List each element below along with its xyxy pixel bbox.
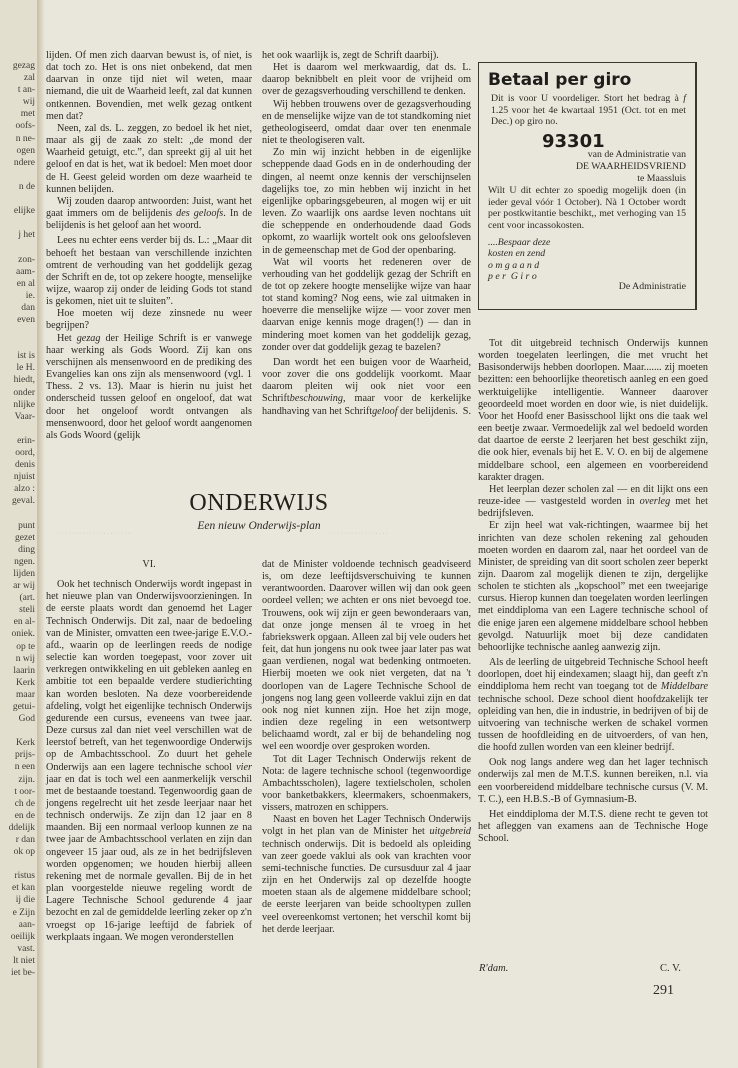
column-left-top xyxy=(46,50,252,442)
text-run: Wat wil voorts het redeneren over de verhouding van het goddelijk gezag der Schrift en de tot op zekere hoogte menselijke wijze van haar tot stand koming? Nog eens, wie zal uitmaken in hoeverre die menselijke wijze — voor zover men daarvan enige kennis moge dragen(!) — dan in mindering moet komen van het goddelijk gezag, zonder over dat goddelijk gezag te bazelen? xyxy=(262,256,471,353)
text-run: , maar voor de kerkelijke handhaving van het Schrift xyxy=(262,393,471,417)
italic-text: uitgebreid xyxy=(429,826,471,838)
paragraph xyxy=(262,257,471,354)
text-run: Naast en boven het Lager Technisch Onderwijs volgt in het plan van de Minister het xyxy=(262,814,471,838)
bleed-through-text: · · · · · · · · · · · · · · · · · xyxy=(330,531,388,537)
text-run: Dan wordt het een buigen voor de Waarheid, voor zover die ons goddelijk voorkomt. Maar daarom pleiten wij ook niet voor een Schrift xyxy=(262,356,471,405)
paragraph xyxy=(262,357,471,418)
paragraph xyxy=(262,62,471,98)
text-run: technisch onderwijs. Dit is bedoeld als opleiding van zeer goede vaklui als ook van krachten voor semi-technische functies. De cursusduur zal 4 jaar zijn en het Onderwijs zal op dezelfde hoogte moeten staan als de algemene middelbare school; de eerste leerjaren van beide schooltypen zullen veel overeenkomst vertonen; het verschil komt bij het derde leerjaar. xyxy=(262,838,471,935)
text-run: Ook nog langs andere weg dan het lager technisch onderwijs zal men de M.T.S. kunnen bereiken, n.l. via een voorbereidend middelbare technische cursus (V. M. T. C.), een H.B.S.-B of Gymnasium-B. xyxy=(478,757,708,805)
text-run: jaar en dat is toch wel een aanmerkelijk verschil met de bestaande toestand. Tegenwoordig gaan de jongens regelrecht uit het zesde leerjaar naar het technisch onderwijs. Ze zijn dan 12 jaar en 8 maanden. Bij een normaal verloop kunnen ze na twee jaar de Ambachtsschool verlaten en zijn dan ongeveer 15 jaar oud, als ze in het bedrijfsleven worden opgenomen; we houden hierbij alleen rekening met de normale gevallen. Bij de in het plan voorgestelde nieuwe regeling wordt de Lagere Technische School gedurende 4 jaar bezocht en zal de gemiddelde leerling zeker op z'n vroegst op 16-jarige leeftijd de fabriek of werkplaats ingaan. We mogen veronderstellen xyxy=(46,773,252,943)
text-run: der belijdenis. xyxy=(397,405,458,417)
giro-number: 93301 xyxy=(542,130,605,152)
section-number: VI. xyxy=(142,559,156,570)
italic-text: overleg xyxy=(639,496,671,508)
paragraph xyxy=(478,520,708,654)
signature: S. xyxy=(462,405,471,417)
page-gutter xyxy=(39,0,45,1068)
text-run: Het xyxy=(57,332,77,344)
text-run: Ook het technisch Onderwijs wordt ingepast in het nieuwe plan van Onderwijsvoorzieningen. In de eerste plaats wordt dan genoemd het Lager Technisch Onderwijs. Dit zal, naar de bedoeling van de Minister, omvatten een twee-jarige E.V.O.-afd., waarin op de leerlingen reeds de nodige selectie kan worden toegepast, voor zover uit verkregen ontwikkeling en uit gebleken aanleg en ambitie tot een bepaalde verdere studierichting kan worden besloten. Na deze voorbereidende afdeling, volgt het eigenlijke technisch Onderwijs gedurende een cursus, eveneens van twee jaar. Deze cursus zal dan niet veel verschillen wat de leerstof betreft, van het tegenwoordige Onderwijs op de Ambachtsschool. Zo duurt het gehele Onderwijs aan een lagere technische school xyxy=(46,579,252,773)
column-left-article-text xyxy=(46,579,252,944)
italic-line: ....Bespaar deze xyxy=(488,236,551,248)
text-run: met het bedrijfsleven. xyxy=(478,496,708,520)
column-middle-article xyxy=(262,559,471,936)
column-middle-top xyxy=(262,50,471,418)
text-run: Tot dit uitgebreid technisch Onderwijs kunnen worden toegelaten leerlingen, die met vrucht het Basisonderwijs hebben doorlopen. Maar....... zij moeten bezitten: een behoorlijke theoretisch aanleg en een goed werktuigelijke intelligentie. Wanneer daarover geoordeeld moet worden en door wie, is niet duidelijk. Voor het Hoofd ener Basisschool lijkt ons die taak wel een beetje zwaar. Vermoedelijk zal wel bedoeld worden dat daartoe de eerste 2 leerjaren het best geschikt zijn, die ook hier, evenals bij het E. V. O. en bij de algemene middelbare school, een algemeen en voorbereidend karakter dragen. xyxy=(478,338,708,483)
text-run: der Heilige Schrift is er vanwege haar werking als Gods Woord. Zij kan ons verschijnen als mensenwoord en de prediking des Evangelies kan ons zijn als mensenwoord (vgl. 1 Thess. 2 vs. 13). Maar is hierin nu juist het onderscheid tussen geloof en ongeloof, dat wat door het ongeloof wordt ontvangen als mensenwoord, door het geloof wordt aangenomen als Gods Woord (gelijk xyxy=(46,332,252,441)
paragraph xyxy=(46,579,252,944)
column-right xyxy=(478,338,708,845)
giro-box-request: Wilt U dit echter zo spoedig mogelijk doen (in ieder geval vóór 1 October). Nà 1 October wordt per postkwitantie beschikt,, met verhoging van 15 cent voor incassokosten. xyxy=(488,185,686,231)
giro-box-intro xyxy=(488,93,686,128)
guilder-sign: f xyxy=(683,93,686,104)
bleed-through-text: · · · · · · · · · · · · · · · · · · · · · xyxy=(58,531,130,537)
text-run: Wij zouden daarop antwoorden: Juist, want het gaat immers om de belijdenis xyxy=(46,195,252,220)
italic-line: p e r G i r o xyxy=(488,271,537,283)
giro-box-signoff: De Administratie xyxy=(618,280,686,292)
text-run: Het leerplan dezer scholen zal — en dit lijkt ons een reuze-idee — vastgesteld worden in xyxy=(478,483,708,508)
italic-line: o m g a a n d xyxy=(488,259,540,271)
paragraph xyxy=(46,308,252,332)
paragraph xyxy=(478,657,708,754)
giro-box-title: Betaal per giro xyxy=(488,70,632,90)
facing-page-edge xyxy=(0,0,39,1068)
column-left-article xyxy=(46,559,252,944)
italic-text: gezag xyxy=(76,332,101,344)
giro-box-location: te Maassluis xyxy=(637,172,686,184)
paragraph xyxy=(478,484,708,520)
paragraph xyxy=(262,814,471,936)
text-run: technische school. Deze school dient hoofdzakelijk ter opleiding van hen, die in industrie, in bedrijven of bij de uitvoering van technische werken de schakel vormen tussen de hoofdleiding en de uitvoerders, of van hen, die hoofd zullen worden van een kleiner bedrijf. xyxy=(478,693,708,754)
italic-text: Middelbare xyxy=(660,681,708,693)
italic-text: des geloofs xyxy=(176,208,224,220)
paragraph xyxy=(478,338,708,484)
paragraph xyxy=(46,235,252,308)
text-run: lijden. Of men zich daarvan bewust is, of niet, is dat toch zo. Het is ons niet onbekend, dat men daarvan in onze tijd niet wil weten, maar niemand, die uit de Waarheid leeft, zal dat kunnen ontkennen. Bovendien, met welk gezag ontkent men dat? xyxy=(46,50,252,122)
italic-text: geloof xyxy=(372,405,398,417)
text-run: dat de Minister voldoende technisch geadviseerd is, om deze leeftijdsverschuiving te kunnen verantwoorden. Daarover willen wij dan ook geen oordeel vellen; we achten er ons niet bevoegd toe. Trouwens, ook wij zijn er geen bewonderaars van, dat onze jonge mensen ál te vroeg in het fabriekswerk opgaan. Alleen zal bij vele ouders het feit, dat hun jongens nu ook twee jaar later pas wat gaan verdienen, nogal wat bedenking ontmoeten. Hierbij moeten we ook niet vergeten, dat na 't doorlopen van de Lagere Technische School de jongens nog lang geen volleerde vaklui zijn en dat ook nog niet kunnen zijn. Hoe het zijn moge, indien deze regeling in een wetsontwerp belichaamd wordt, zal er bij de behandeling nog wel een woordje over gesproken worden. xyxy=(262,559,471,753)
paragraph xyxy=(262,147,471,256)
article-title: ONDERWIJS xyxy=(189,490,329,516)
text-run: Neen, zal ds. L. zeggen, zo bedoel ik het niet, maar als gij de zaak zo stelt: „de mond der Waarheid getuigt, etc.”, dan spreekt gij al uit het geloof en dat is het, wat ik bedoel: Men moet door de H. Geest geleid worden om deze waarheid te kunnen belijden. xyxy=(46,122,252,195)
paragraph xyxy=(262,99,471,148)
intro-text: 1.25 voor het 4e kwartaal 1951 (Oct. tot en met Dec.) op giro no. xyxy=(491,104,686,128)
giro-box-italic-note xyxy=(488,237,686,283)
paragraph xyxy=(262,754,471,815)
giro-advertisement-box xyxy=(478,62,697,310)
facing-page-text-fragments: gezag zal t an- wij met oofs- n ne- ogen ndere n de elijke j het zon- aam- en al ie. dan even ist is le H. hiedt, onder nlijke Vaar- erin- oord, denis njuist alzo : geval. punt gezet ding ngen. lijden ar wij (art. steli en al- oniek. op te n wij laarin Kerk maar getui- God Kerk prijs- n een zijn. t oor- ch de en de ddelijk r dan ok op ristus et kan ij die e Zijn aan- oeilijk vast. lt niet iet be- xyxy=(8,61,35,979)
intro-text: Dit is voor U voordeliger. Stort het bedrag à xyxy=(491,93,684,104)
paragraph xyxy=(262,50,471,62)
text-run: Zo min wij inzicht hebben in de eigenlijke scheppende daad Gods en in de onderhouding der dingen, al neemt onze kennis der verschijnselen dagelijks toe, zo min hebben wij inzicht in het eigenlijke opbaringsgebeuren, al mogen wij er uit leven. Zo waarlijk ons aardse leven nochtans uit die scheppende en onderhoudende daad Gods opkomt, zo waarlijk wortelt ook ons geloofsleven in de gemeenschap met de God der openbaring. xyxy=(262,147,471,256)
text-run: Het einddiploma der M.T.S. diene recht te geven tot het afleggen van examens aan de Technische Hoge School. xyxy=(478,808,708,845)
italic-text: vier xyxy=(236,761,252,773)
text-run: Tot dit Lager Technisch Onderwijs rekent de Nota: de lagere technische school (tegenwoordige Ambachtsscholen), lagere textielscholen, scholen voor banketbakkers, kleermakers, schoenmakers, vissers, matrozen en schippers. xyxy=(262,753,471,814)
text-run: . In de belijdenis is het geloof aan het woord. xyxy=(46,208,252,232)
paragraph xyxy=(478,809,708,845)
paragraph xyxy=(46,333,252,442)
place-signature: R'dam. xyxy=(479,963,509,974)
paragraph xyxy=(46,123,252,196)
paragraph xyxy=(46,196,252,232)
giro-box-line: van de Administratie van xyxy=(587,149,686,161)
text-run: het ook waarlijk is, zegt de Schrift daarbij). xyxy=(262,50,439,61)
paragraph xyxy=(46,50,252,123)
article-subtitle: Een nieuw Onderwijs-plan xyxy=(197,520,321,532)
page-number: 291 xyxy=(653,983,674,998)
text-run: Hoe moeten wij deze zinsnede nu weer begrijpen? xyxy=(46,308,252,332)
author-initials: C. V. xyxy=(660,963,681,974)
publication-name: DE WAARHEIDSVRIEND xyxy=(575,160,686,172)
text-run: Er zijn heel wat vak-richtingen, waarmee bij het inrichten van deze scholen rekening zal gehouden moeten worden en daarom zal, naar het oordeel van de Minister, de spreiding van dit soort scholen zeer beperkt zijn. Daarom zal mogelijk dienen te zijn, dergelijke scholen te stichten als „kopschool” met een tweejarige cursus. Hierop kunnen dan toegelaten worden leerlingen met einddiploma van een Lagere technische school of die enige jaren een algemene middelbare school hebben gevolgd. Natuurlijk moet bij deze candidaten behoorlijke technische aanleg aanwezig zijn. xyxy=(478,520,708,653)
paragraph xyxy=(262,559,471,754)
text-run: Lees nu echter eens verder bij ds. L.: „Maar dit behoeft het bestaan van verschillende inzichten omtrent de verhouding van het goddelijk gezag der Schrift en de, tot op zekere hoogte, menselijke wijze, waarop zij onder de leiding Gods tot stand is gekomen, niet uit te sluiten”. xyxy=(46,235,252,308)
italic-line: kosten en zend xyxy=(488,248,546,260)
text-run: Wij hebben trouwens over de gezagsverhouding en de menselijke wijze van de tot standkoming niet getheologiseerd, omdat daar over ten enenmale niet te theologiseren valt. xyxy=(262,98,471,147)
column-middle-top-text xyxy=(262,50,471,418)
italic-text: beschouwing xyxy=(289,393,343,405)
text-run: Het is daarom wel merkwaardig, dat ds. L. daarop beknibbelt en pleit voor de vrijheid om over de gezagsverhouding verschillend te denken. xyxy=(262,62,471,98)
text-run: Als de leerling de uitgebreid Technische School heeft doorlopen, doet hij eindexamen; slaagt hij, dan geeft z'n einddiploma hem recht van toegang tot de xyxy=(478,657,708,693)
paragraph xyxy=(478,757,708,806)
